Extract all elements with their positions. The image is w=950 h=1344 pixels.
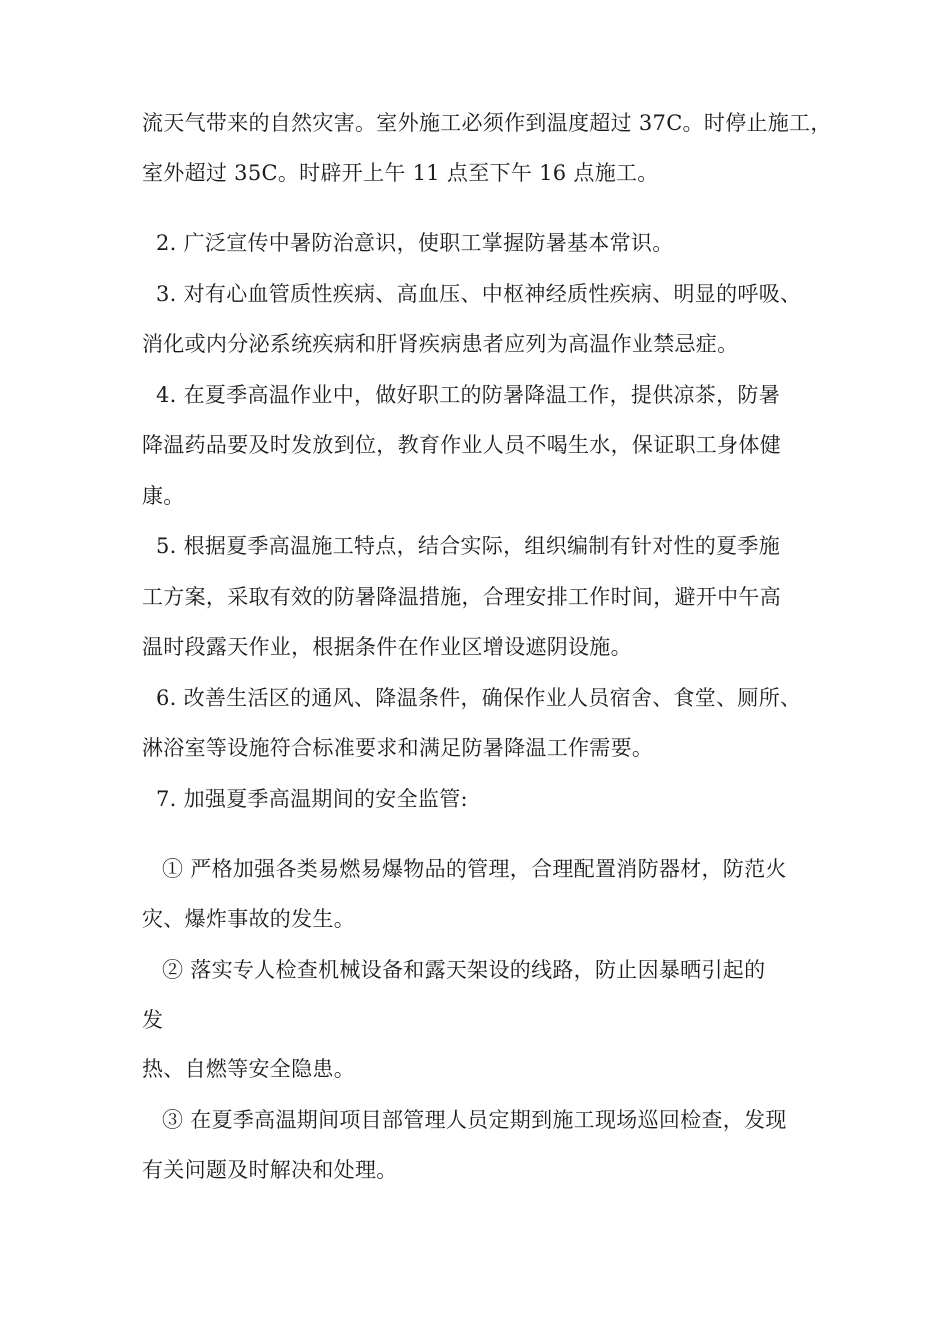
text-line: 热、自燃等安全隐患。 [142,1057,355,1081]
sub-item-2: ② 落实专人检查机械设备和露天架设的线路，防止因暴晒引起的 [162,958,766,982]
list-item-5: 5. 根据夏季高温施工特点，结合实际，组织编制有针对性的夏季施 [156,534,781,558]
sub-item-1: ① 严格加强各类易燃易爆物品的管理，合理配置消防器材，防范火 [162,857,787,881]
text-line: 流天气带来的自然灾害。室外施工必须作到温度超过 37C。时停止施工， [142,111,832,135]
list-item-4: 4. 在夏季高温作业中，做好职工的防暑降温工作，提供凉茶，防暑 [156,383,781,407]
list-item-3: 3. 对有心血管质性疾病、高血压、中枢神经质性疾病、明显的呼吸、 [156,282,802,306]
list-item-6: 6. 改善生活区的通风、降温条件，确保作业人员宿舍、食堂、厕所、 [156,686,802,710]
sub-item-3: ③ 在夏季高温期间项目部管理人员定期到施工现场巡回检查，发现 [162,1108,787,1132]
text-line: 降温药品要及时发放到位，教育作业人员不喝生水，保证职工身体健 [142,433,781,457]
text-line: 室外超过 35C。时辟开上午 11 点至下午 16 点施工。 [142,161,659,185]
list-item-2: 2. 广泛宣传中暑防治意识，使职工掌握防暑基本常识。 [156,231,674,255]
text-line: 发 [142,1008,164,1032]
text-line: 有关问题及时解决和处理。 [142,1158,398,1182]
text-line: 灾、爆炸事故的发生。 [142,907,355,931]
text-line: 淋浴室等设施符合标准要求和满足防暑降温工作需要。 [142,736,654,760]
text-line: 温时段露天作业，根据条件在作业区增设遮阴设施。 [142,635,632,659]
text-line: 康。 [142,484,185,508]
list-item-7: 7. 加强夏季高温期间的安全监管: [156,787,468,811]
text-line: 消化或内分泌系统疾病和肝肾疾病患者应列为高温作业禁忌症。 [142,332,739,356]
text-line: 工方案，采取有效的防暑降温措施，合理安排工作时间，避开中午高 [142,585,781,609]
